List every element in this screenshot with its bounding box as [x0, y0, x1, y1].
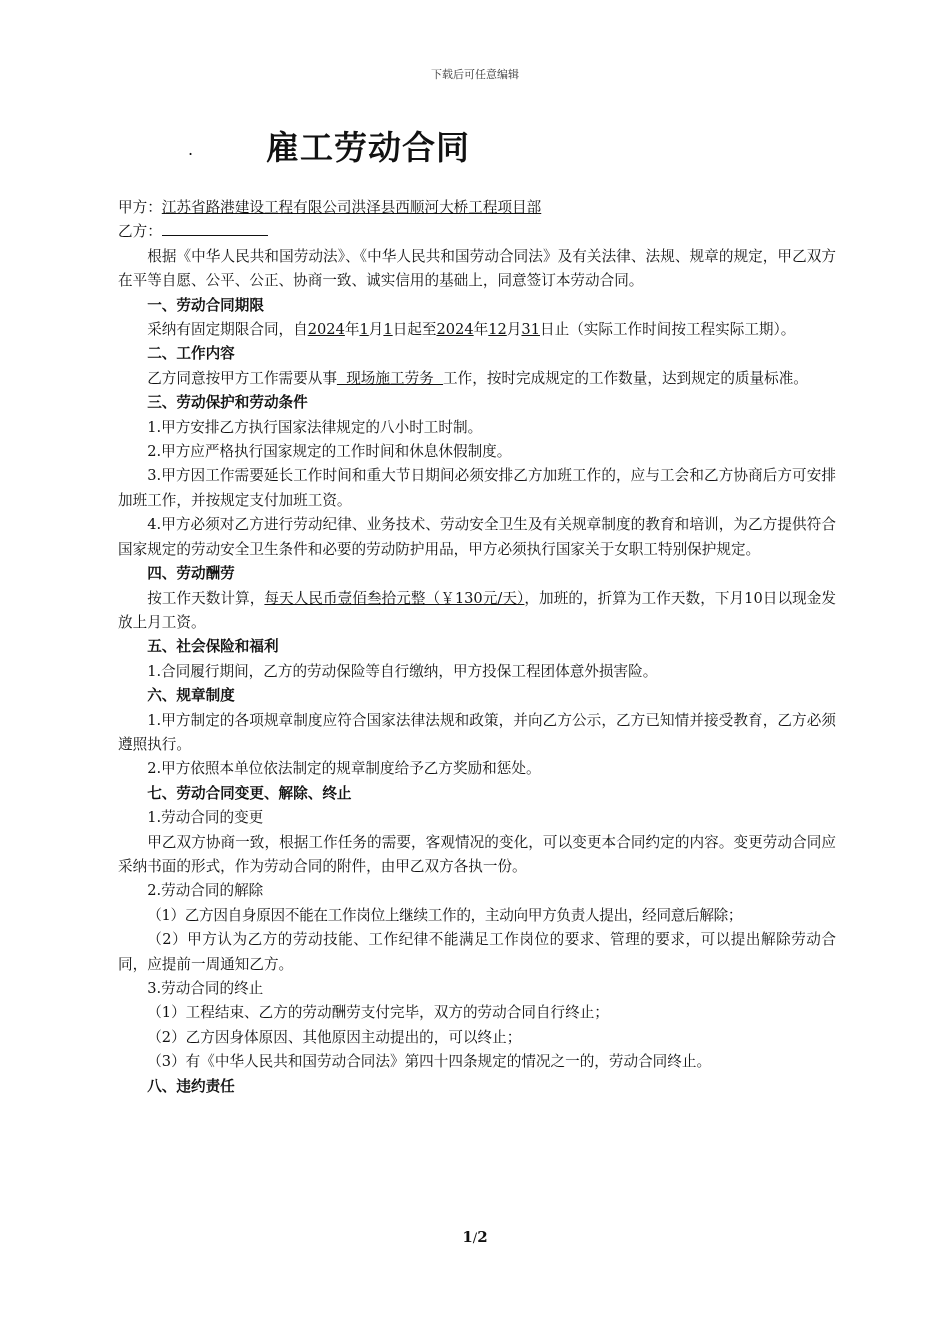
party-a-value: 江苏省路港建设工程有限公司洪泽县西顺河大桥工程项目部: [161, 199, 542, 216]
header-note: 下载后可任意编辑: [431, 68, 519, 81]
section-3-item: 4.甲方必须对乙方进行劳动纪律、业务技术、劳动安全卫生及有关规章制度的教育和培训，为乙方提供符合国家规定的劳动安全卫生条件和必要的劳动防护用品，甲方必须执行国家关于女职工特别保护规定。: [118, 516, 836, 558]
preamble: 根据《中华人民共和国劳动法》、《中华人民共和国劳动合同法》及有关法律、法规、规章的规定，甲乙双方在平等自愿、公平、公正、协商一致、诚实信用的基础上，同意签订本劳动合同。: [118, 247, 836, 290]
section-4-text: 按工作天数计算，每天人民币壹佰叁拾元整（￥130元/天），加班的，折算为工作天数，下月10日以现金发放上月工资。: [118, 589, 836, 631]
section-6-heading: 六、规章制度: [147, 687, 235, 705]
section-6-item: 2.甲方依照本单位依法制定的规章制度给予乙方奖励和惩处。: [147, 760, 541, 778]
section-3-item: 3.甲方因工作需要延长工作时间和重大节日期间必须安排乙方加班工作的，应与工会和乙方协商后方可安排加班工作，并按规定支付加班工资。: [118, 467, 836, 509]
page-total: 2: [477, 1228, 488, 1246]
page-current: 1: [462, 1228, 473, 1246]
party-a-label: 甲方：: [118, 199, 162, 216]
party-a-line: [118, 196, 836, 220]
section-1-text: 采纳有固定期限合同，自2024年1月1日起至2024年12月31日止（实际工作时间按工程实际工期）。: [147, 321, 796, 339]
dissolve-item: （2）甲方认为乙方的劳动技能、工作纪律不能满足工作岗位的要求、管理的要求，可以提出解除劳动合同，应提前一周通知乙方。: [118, 931, 836, 973]
change-text: 甲乙双方协商一致，根据工作任务的需要，客观情况的变化，可以变更本合同约定的内容。变更劳动合同应采纳书面的形式，作为劳动合同的附件，由甲乙双方各执一份。: [118, 833, 836, 875]
section-3-heading: 三、劳动保护和劳动条件: [147, 394, 308, 412]
section-5-item: 1.合同履行期间，乙方的劳动保险等自行缴纳，甲方投保工程团体意外损害险。: [147, 662, 658, 680]
page-number: [0, 1228, 950, 1246]
end-item: （2）乙方因身体原因、其他原因主动提出的，可以终止；: [147, 1028, 522, 1046]
party-b-blank: [162, 221, 268, 236]
section-6-item: 1.甲方制定的各项规章制度应符合国家法律法规和政策，并向乙方公示，乙方已知情并接受教育，乙方必须遵照执行。: [118, 711, 836, 753]
title-dot: .: [188, 140, 194, 159]
end-item: （3）有《中华人民共和国劳动合同法》第四十四条规定的情况之一的，劳动合同终止。: [147, 1053, 712, 1071]
page-separator: /: [472, 1231, 478, 1246]
party-b-label: 乙方：: [118, 223, 162, 241]
section-2-heading: 二、工作内容: [147, 345, 235, 363]
section-3-item: 2.甲方应严格执行国家规定的工作时间和休息休假制度。: [147, 443, 512, 461]
section-7-heading: 七、劳动合同变更、解除、终止: [147, 784, 352, 802]
section-5-heading: 五、社会保险和福利: [147, 638, 279, 656]
end-title: 3.劳动合同的终止: [147, 980, 264, 997]
end-item: （1）工程结束、乙方的劳动酬劳支付完毕，双方的劳动合同自行终止；: [147, 1004, 609, 1022]
section-1-heading: 一、劳动合同期限: [147, 296, 264, 314]
dissolve-item: （1）乙方因自身原因不能在工作岗位上继续工作的，主动向甲方负责人提出，经同意后解除；: [147, 906, 743, 924]
section-8-heading: 八、违约责任: [147, 1077, 235, 1095]
section-2-text: 乙方同意按甲方工作需要从事 现场施工劳务 工作，按时完成规定的工作数量，达到规定的质量标准。: [147, 369, 808, 387]
document-title: 雇工劳动合同: [266, 128, 470, 167]
contract-body: [118, 196, 836, 1099]
dissolve-title: 2.劳动合同的解除: [147, 882, 264, 900]
section-4-heading: 四、劳动酬劳: [147, 565, 235, 583]
section-3-item: 1.甲方安排乙方执行国家法律规定的八小时工时制。: [147, 418, 483, 436]
party-b-line: [118, 220, 836, 244]
change-title: 1.劳动合同的变更: [147, 809, 264, 827]
